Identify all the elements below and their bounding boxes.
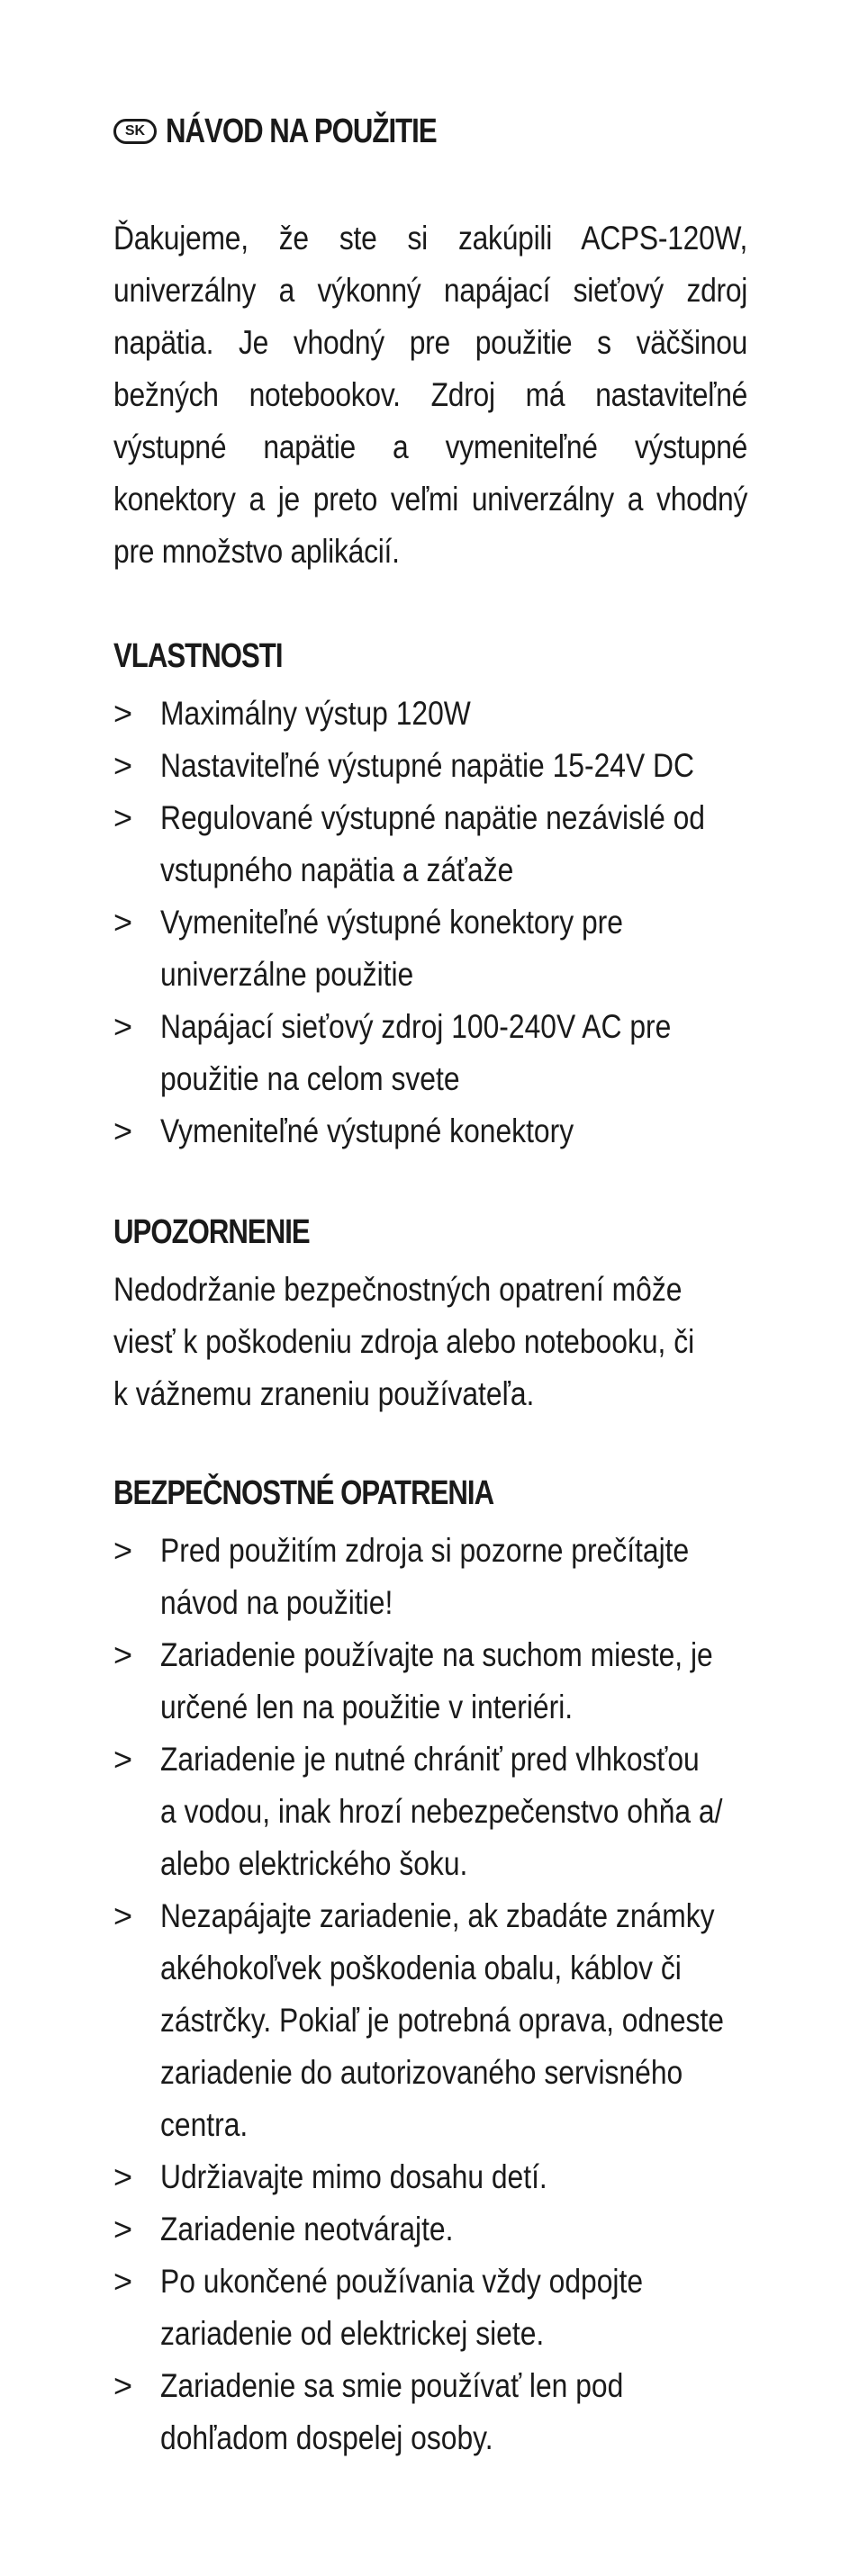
bullet-arrow-icon: > (113, 1532, 133, 1569)
list-item-text: Pred použitím zdroja si pozorne prečítajte (160, 1532, 690, 1569)
list-item-text: a vodou, inak hrozí nebezpečenstvo ohňa a/ (160, 1793, 723, 1830)
list-item-text: zariadenie od elektrickej siete. (160, 2315, 545, 2352)
intro-paragraph (113, 212, 747, 578)
bullet-arrow-icon: > (113, 1112, 133, 1149)
list-item-text: dohľadom dospelej osoby. (160, 2419, 493, 2456)
list-item-text: Regulované výstupné napätie nezávislé od (160, 799, 706, 836)
list-item (113, 1525, 762, 1629)
warning-line: viesť k poškodeniu zdroja alebo notebooku, či (113, 1323, 695, 1360)
bullet-arrow-icon: > (113, 1741, 133, 1778)
intro-line: napätia. Je vhodný pre použitie s väčšinou (113, 324, 748, 361)
list-item (113, 792, 762, 896)
bullet-arrow-icon: > (113, 1636, 133, 1673)
bullet-arrow-icon: > (113, 2367, 133, 2404)
list-item-text: Po ukončené používania vždy odpojte (160, 2263, 644, 2300)
list-item (113, 2360, 762, 2464)
bullet-arrow-icon: > (113, 1897, 133, 1934)
warning-paragraph (113, 1264, 762, 1420)
warning-line: k vážnemu zraneniu používateľa. (113, 1375, 535, 1412)
list-item (113, 1001, 762, 1105)
list-item (113, 2203, 762, 2256)
bullet-arrow-icon: > (113, 695, 133, 732)
list-item-text: použitie na celom svete (160, 1060, 460, 1097)
intro-line: výstupné napätie a vymeniteľné výstupné (113, 428, 748, 465)
bullet-arrow-icon: > (113, 2211, 133, 2247)
list-item (113, 896, 762, 1001)
list-item-text: Zariadenie sa smie používať len pod (160, 2367, 624, 2404)
list-item-text: akéhokoľvek poškodenia obalu, káblov či (160, 1950, 682, 1986)
list-item (113, 1890, 762, 2151)
list-item-text: Nezapájajte zariadenie, ak zbadáte známky (160, 1897, 715, 1934)
bullet-arrow-icon: > (113, 904, 133, 941)
features-list (113, 688, 762, 1157)
list-item-text: Vymeniteľné výstupné konektory (160, 1112, 574, 1149)
warning-heading: UPOZORNENIE (113, 1213, 310, 1251)
features-heading: VLASTNOSTI (113, 637, 283, 675)
bullet-arrow-icon: > (113, 2263, 133, 2300)
list-item-text: zástrčky. Pokiaľ je potrebná oprava, odneste (160, 2002, 724, 2039)
list-item-text: centra. (160, 2106, 249, 2143)
list-item-text: určené len na použitie v interiéri. (160, 1689, 574, 1725)
list-item (113, 1734, 762, 1890)
list-item-text: vstupného napätia a záťaže (160, 851, 514, 888)
intro-line: bežných notebookov. Zdroj má nastaviteľné (113, 376, 748, 413)
list-item-text: Nastaviteľné výstupné napätie 15-24V DC (160, 747, 694, 784)
list-item (113, 688, 762, 740)
list-item-text: Zariadenie používajte na suchom mieste, je (160, 1636, 713, 1673)
intro-line: univerzálny a výkonný napájací sieťový zdroj (113, 272, 748, 309)
bullet-arrow-icon: > (113, 747, 133, 784)
list-item (113, 2151, 762, 2203)
list-item-text: Vymeniteľné výstupné konektory pre (160, 904, 623, 941)
list-item (113, 1629, 762, 1734)
list-item (113, 2256, 762, 2360)
list-item-text: Maximálny výstup 120W (160, 695, 471, 732)
list-item (113, 740, 762, 792)
language-badge: SK (113, 119, 157, 144)
list-item-text: návod na použitie! (160, 1584, 393, 1621)
intro-line: konektory a je preto veľmi univerzálny a vhodný (113, 481, 748, 518)
list-item-text: Napájací sieťový zdroj 100-240V AC pre (160, 1008, 672, 1045)
intro-line: Ďakujeme, že ste si zakúpili ACPS-120W, (113, 220, 748, 257)
bullet-arrow-icon: > (113, 799, 133, 836)
list-item-text: zariadenie do autorizovaného servisného (160, 2054, 683, 2091)
safety-list (113, 1525, 762, 2464)
bullet-arrow-icon: > (113, 2158, 133, 2195)
list-item-text: Zariadenie je nutné chrániť pred vlhkosťou (160, 1741, 700, 1778)
list-item-text: alebo elektrického šoku. (160, 1845, 468, 1882)
intro-line: pre množstvo aplikácií. (113, 533, 400, 570)
list-item-text: univerzálne použitie (160, 956, 414, 993)
page-title: NÁVOD NA POUŽITIE (166, 112, 437, 150)
list-item (113, 1105, 762, 1157)
list-item-text: Zariadenie neotvárajte. (160, 2211, 454, 2247)
safety-heading: BEZPEČNOSTNÉ OPATRENIA (113, 1474, 494, 1512)
warning-line: Nedodržanie bezpečnostných opatrení môže (113, 1271, 683, 1308)
list-item-text: Udržiavajte mimo dosahu detí. (160, 2158, 547, 2195)
bullet-arrow-icon: > (113, 1008, 133, 1045)
title-row (113, 104, 496, 158)
